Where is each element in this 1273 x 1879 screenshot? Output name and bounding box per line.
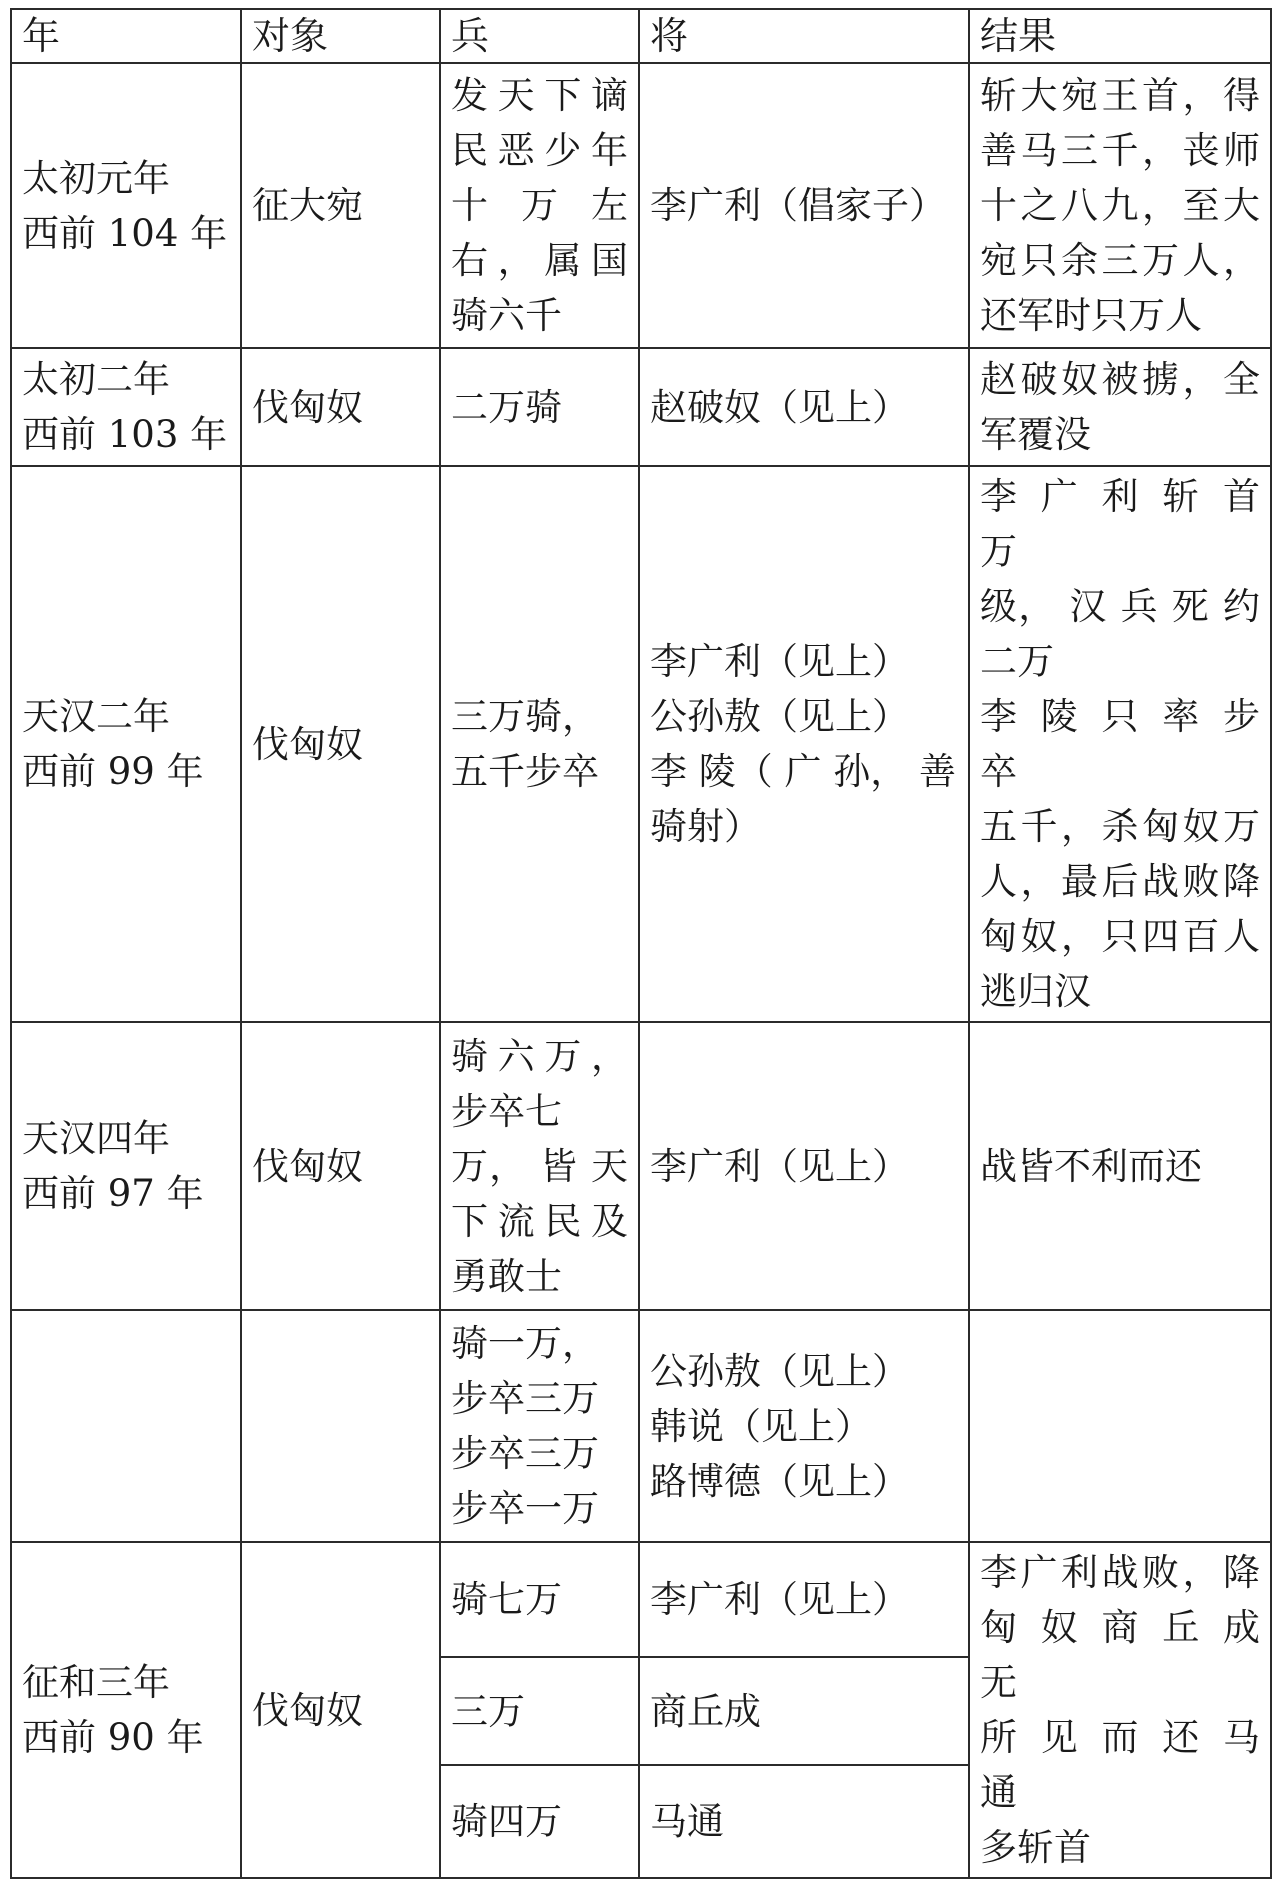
table-row bbox=[11, 1310, 1271, 1542]
result-cell: 李广利战败，降 匈 奴 商 丘 成 无 所 见 而 还 马 通 多斩首 bbox=[969, 1542, 1271, 1878]
general-cell: 马通 bbox=[639, 1765, 969, 1878]
troops-cell: 骑六万， 步卒七 万， 皆 天 下流民及 勇敢士 bbox=[440, 1022, 639, 1310]
result-cell: 战皆不利而还 bbox=[969, 1022, 1271, 1310]
troops-cell: 发天下谪 民恶少年 十 万 左 右，属国 骑六千 bbox=[440, 63, 639, 348]
troops-cell: 二万骑 bbox=[440, 348, 639, 466]
header-row bbox=[11, 9, 1271, 63]
general-cell: 李广利（见上） 公孙敖（见上） 李 陵（ 广 孙， 善 骑射） bbox=[639, 466, 969, 1022]
year-cell bbox=[11, 1310, 241, 1542]
target-cell: 伐匈奴 bbox=[241, 1542, 440, 1878]
result-cell: 赵破奴被掳，全 军覆没 bbox=[969, 348, 1271, 466]
troops-cell: 骑七万 bbox=[440, 1542, 639, 1657]
table-row bbox=[11, 1542, 1271, 1657]
target-cell bbox=[241, 1310, 440, 1542]
year-cell: 征和三年 西前 90 年 bbox=[11, 1542, 241, 1878]
table-row bbox=[11, 63, 1271, 348]
header-year: 年 bbox=[11, 9, 241, 63]
target-cell: 伐匈奴 bbox=[241, 348, 440, 466]
target-cell: 伐匈奴 bbox=[241, 1022, 440, 1310]
header-general: 将 bbox=[639, 9, 969, 63]
general-cell: 公孙敖（见上） 韩说（见上） 路博德（见上） bbox=[639, 1310, 969, 1542]
year-cell: 天汉二年 西前 99 年 bbox=[11, 466, 241, 1022]
result-cell bbox=[969, 1310, 1271, 1542]
year-cell: 太初二年 西前 103 年 bbox=[11, 348, 241, 466]
general-cell: 赵破奴（见上） bbox=[639, 348, 969, 466]
year-cell: 太初元年 西前 104 年 bbox=[11, 63, 241, 348]
general-cell: 李广利（见上） bbox=[639, 1022, 969, 1310]
troops-cell: 骑一万， 步卒三万 步卒三万 步卒一万 bbox=[440, 1310, 639, 1542]
target-cell: 伐匈奴 bbox=[241, 466, 440, 1022]
result-cell: 李 广 利 斩 首 万 级， 汉 兵 死 约 二万 李 陵 只 率 步 卒 五千，杀匈奴万 人，最后战败降 匈奴，只四百人 逃归汉 bbox=[969, 466, 1271, 1022]
header-troops: 兵 bbox=[440, 9, 639, 63]
table-row bbox=[11, 466, 1271, 1022]
year-cell: 天汉四年 西前 97 年 bbox=[11, 1022, 241, 1310]
troops-cell: 三万 bbox=[440, 1657, 639, 1765]
header-result: 结果 bbox=[969, 9, 1271, 63]
table-row bbox=[11, 348, 1271, 466]
general-cell: 商丘成 bbox=[639, 1657, 969, 1765]
troops-cell: 三万骑， 五千步卒 bbox=[440, 466, 639, 1022]
general-cell: 李广利（倡家子） bbox=[639, 63, 969, 348]
target-cell: 征大宛 bbox=[241, 63, 440, 348]
header-target: 对象 bbox=[241, 9, 440, 63]
table-row bbox=[11, 1022, 1271, 1310]
result-cell: 斩大宛王首，得 善马三千，丧师 十之八九，至大 宛只余三万人， 还军时只万人 bbox=[969, 63, 1271, 348]
general-cell: 李广利（见上） bbox=[639, 1542, 969, 1657]
troops-cell: 骑四万 bbox=[440, 1765, 639, 1878]
campaign-table bbox=[10, 8, 1272, 1879]
